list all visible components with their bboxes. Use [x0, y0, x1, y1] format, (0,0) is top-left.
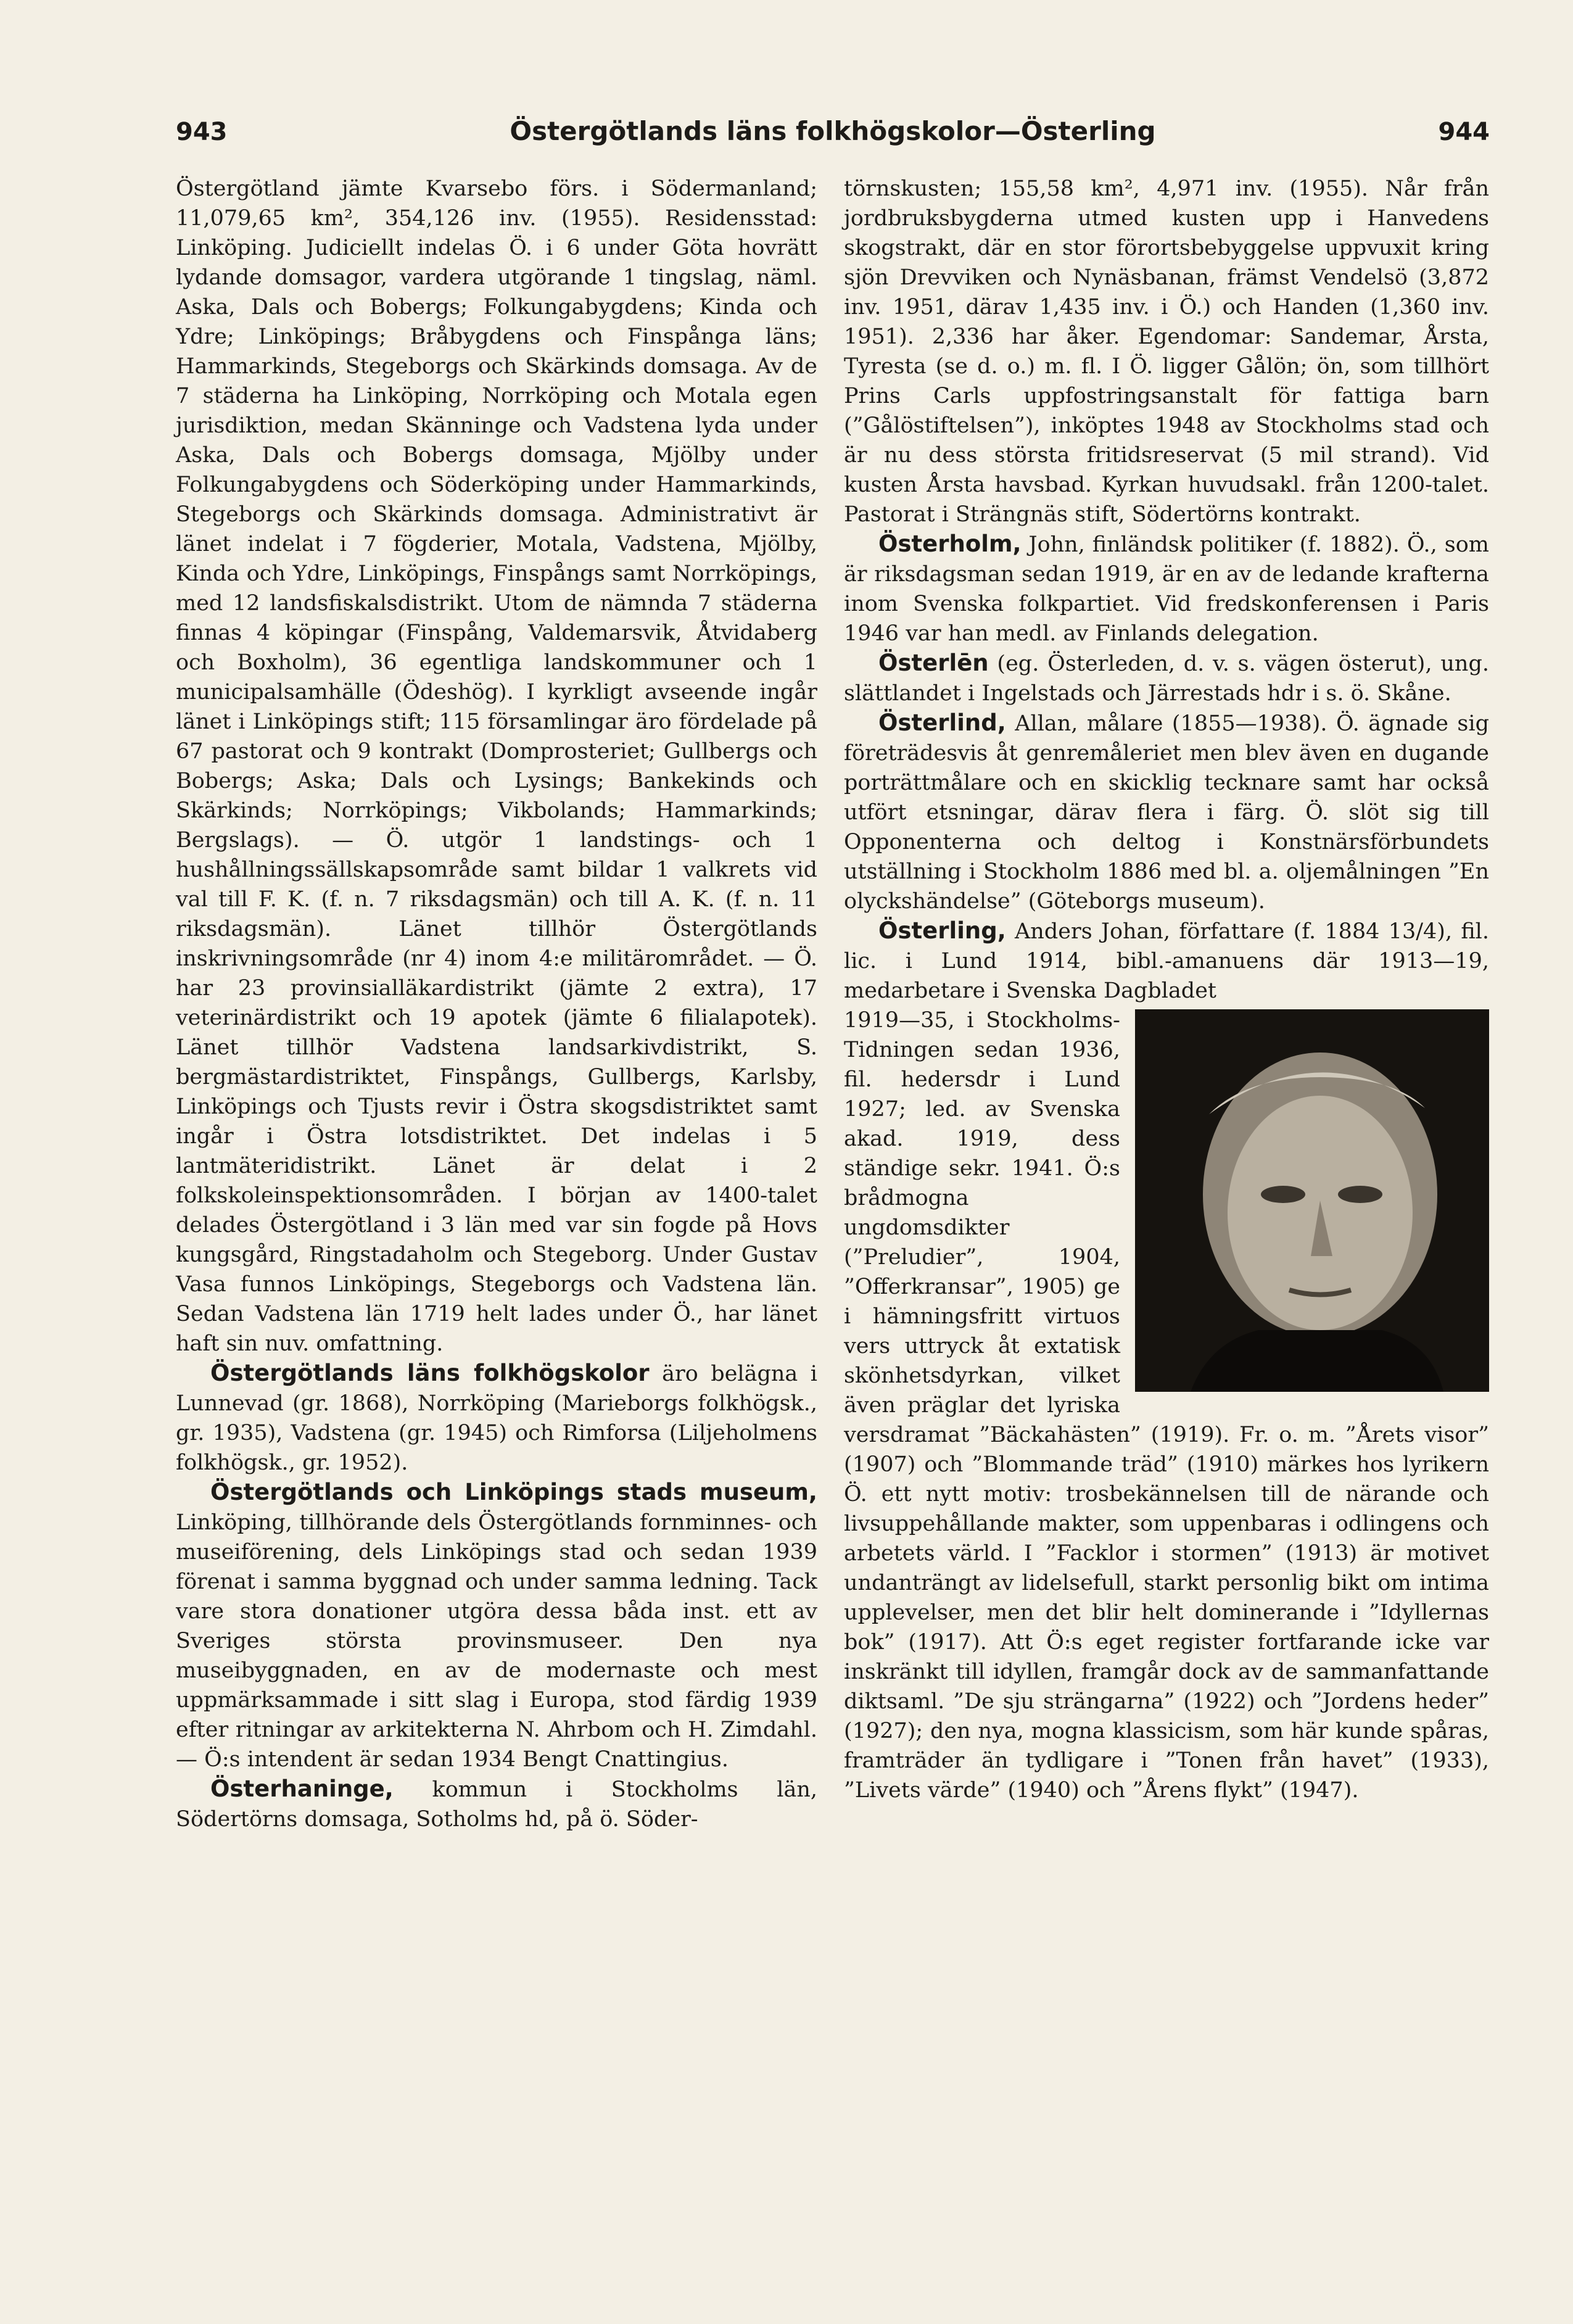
article-entry: [844, 648, 1489, 708]
entry-text: äro belägna i Lunnevad (gr. 1868), Norrköping (Marieborgs folkhögsk., gr. 1935), Vadstena (gr. 1945) och Rimforsa (Liljeholmens folkhögsk., gr. 1952).: [176, 1362, 817, 1475]
running-header: [176, 116, 1490, 159]
entry-headword: Österling,: [878, 917, 1006, 944]
article-entry: [844, 529, 1489, 648]
entry-headword: Österholm,: [878, 531, 1022, 557]
left-page-number: 943: [176, 118, 228, 146]
entry-text: Anders Johan, författare (f. 1884 13/4), fil. lic. i Lund 1914, bibl.-amanuens där 1913—19, medarbetare i Svenska Dagbladet: [844, 919, 1489, 1003]
portrait-photo: [1135, 1009, 1489, 1392]
article-continuation: 1919—35, i Stockholms-Tidningen sedan 1936, fil. hedersdr i Lund 1927; led. av Svenska akad. 1919, dess ständige sekr. 1941. Ö:s brådmogna ungdomsdikter (”Preludier”, 1904, ”Offerkransar”, 1905) ge i hämningsfritt virtuos vers uttryck åt extatisk skönhetsdyrkan, vilket även präglar det lyriska versdramat ”Bäckahästen” (1919). Fr. o. m. ”Årets visor” (1907) och ”Blommande träd” (1910) märkes hos lyrikern Ö. ett nytt motiv: trosbekännelsen till de närande och livsuppehållande makter, som uppenbaras i odlingens och arbetets värld. I ”Facklor i stormen” (1913) är motivet undanträngt av lidelsefull, starkt personlig bikt om intima upplevelser, men det blir helt dominerande i ”Idyllernas bok” (1917). Att Ö:s eget register fortfarande icke var inskränkt till idyllen, framgår dock av de sammanfattande diktsaml. ”De sju strängarna” (1922) och ”Jordens heder” (1927); den nya, mogna klassicism, som här kunde spåras, framträder än tydligare i ”Tonen från havet” (1933), ”Livets värde” (1940) och ”Årens flykt” (1947).: [844, 1008, 1489, 1803]
entry-headword: Österlind,: [878, 709, 1006, 736]
entry-text: Linköping, tillhörande dels Östergötlands fornminnes- och museiförening, dels Linköpings stad och sedan 1939 förenat i samma byggnad och under samma ledning. Tack vare stora donationer utgöra dessa båda inst. ett av Sveriges största provinsmuseer. Den nya museibyggnaden, en av de modernaste och mest uppmärksammade i sitt slag i Europa, stod färdig 1939 efter ritningar av arkitekterna N. Ahrbom och H. Zimdahl. — Ö:s intendent är sedan 1934 Bengt Cnattingius.: [176, 1510, 817, 1772]
running-title: Östergötlands läns folkhögskolor—Österling: [510, 116, 1156, 146]
entry-headword: Österlēn: [878, 650, 989, 676]
article-entry: [844, 708, 1489, 916]
right-page-number: 944: [1438, 118, 1490, 146]
entry-text: kommun i Stockholms län, Södertörns domsaga, Sotholms hd, på ö. Söder-: [176, 1777, 817, 1832]
entry-headword: Östergötlands läns folkhögskolor: [210, 1360, 650, 1386]
article-entry: [176, 1358, 817, 1478]
entry-text: Allan, målare (1855—1938). Ö. ägnade sig företrädesvis åt genremåleriet men blev även en dugande porträttmålare och en skicklig tecknare samt har också utfört etsningar, därav flera i färg. Ö. slöt sig till Opponenterna och deltog i Konstnärsförbundets utställning i Stockholm 1886 med bl. a. oljemålningen ”En olyckshändelse” (Göteborgs museum).: [844, 711, 1489, 914]
article-entry: [176, 1478, 817, 1774]
article-continuation: Östergötland jämte Kvarsebo förs. i Södermanland; 11,079,65 km², 354,126 inv. (1955). Residensstad: Linköping. Judiciellt indelas Ö. i 6 under Göta hovrätt lydande domsagor, vardera utgörande 1 tingslag, näml. Aska, Dals och Bobergs; Folkungabygdens; Kinda och Ydre; Linköpings; Bråbygdens och Finspånga läns; Hammarkinds, Stegeborgs och Skärkinds domsaga. Av de 7 städerna ha Linköping, Norrköping och Motala egen jurisdiktion, medan Skänninge och Vadstena lyda under Aska, Dals och Bobergs domsaga, Mjölby under Folkungabygdens och Söderköping under Hammarkinds, Stegeborgs och Skärkinds domsaga. Administrativt är länet indelat i 7 fögderier, Motala, Vadstena, Mjölby, Kinda och Ydre, Linköpings, Finspångs samt Norrköpings, med 12 landsfiskalsdistrikt. Utom de nämnda 7 städerna finnas 4 köpingar (Finspång, Valdemarsvik, Åtvidaberg och Boxholm), 36 egentliga landskommuner och 1 municipalsamhälle (Ödeshög). I kyrkligt avseende ingår länet i Linköpings stift; 115 församlingar äro fördelade på 67 pastorat och 9 kontrakt (Domprosteriet; Gullbergs och Bobergs; Aska; Dals och Lysings; Bankekinds och Skärkinds; Norrköpings; Vikbolands; Hammarkinds; Bergslags). — Ö. utgör 1 landstings- och 1 hushållningssällskapsområde samt bildar 1 valkrets vid val till F. K. (f. n. 7 riksdagsmän) och till A. K. (f. n. 11 riksdagsmän). Länet tillhör Östergötlands inskrivningsområde (nr 4) inom 4:e militärområdet. — Ö. har 23 provinsialläkardistrikt (jämte 2 extra), 17 veterinärdistrikt och 19 apotek (jämte 6 filialapotek). Länet tillhör Vadstena landsarkivdistrikt, S. bergmästardistriktet, Finspångs, Gullbergs, Karlsby, Linköpings och Tjusts revir i Östra skogsdistriktet samt ingår i Östra lotsdistriktet. Det indelas i 5 lantmäteridistrikt. Länet är delat i 2 folkskoleinspektionsområden. I början av 1400-talet delades Östergötland i 3 län med var sin fogde på Hovs kungsgård, Ringstadaholm och Stegeborg. Under Gustav Vasa funnos Linköpings, Stegeborgs och Vadstena län. Sedan Vadstena län 1719 helt lades under Ö., har länet haft sin nuv. omfattning.: [176, 176, 817, 1356]
entry-text: John, finländsk politiker (f. 1882). Ö., som är riksdagsman sedan 1919, är en av de ledande krafterna inom Svenska folkpartiet. Vid fredskonferensen i Paris 1946 var han medl. av Finlands delegation.: [844, 532, 1489, 646]
article-entry: [176, 1774, 817, 1834]
entry-text: (eg. Österleden, d. v. s. vägen österut), ung. slättlandet i Ingelstads och Järrestads hdr i s. ö. Skåne.: [844, 651, 1489, 706]
left-column: [176, 174, 817, 1834]
portrait-illustration: [1135, 1009, 1489, 1392]
article-continuation: törnskusten; 155,58 km², 4,971 inv. (1955). Når från jordbruksbygderna utmed kusten upp i Hanvedens skogstrakt, där en stor förortsbebyggelse uppvuxit kring sjön Drevviken och Nynäsbanan, främst Vendelsö (3,872 inv. 1951, därav 1,435 inv. i Ö.) och Handen (1,360 inv. 1951). 2,336 har åker. Egendomar: Sandemar, Årsta, Tyresta (se d. o.) m. fl. I Ö. ligger Gålön; ön, som tillhört Prins Carls uppfostringsanstalt för fattiga barn (”Gålöstiftelsen”), inköptes 1948 av Stockholms stad och är nu dess största fritidsreservat (5 mil strand). Vid kusten Årsta havsbad. Kyrkan huvudsakl. från 1200-talet. Pastorat i Strängnäs stift, Södertörns kontrakt.: [844, 176, 1489, 527]
article-entry: [844, 916, 1489, 1006]
right-column: [844, 174, 1489, 1805]
entry-headword: Östergötlands och Linköpings stads museum,: [210, 1479, 817, 1505]
entry-headword: Österhaninge,: [210, 1776, 394, 1802]
